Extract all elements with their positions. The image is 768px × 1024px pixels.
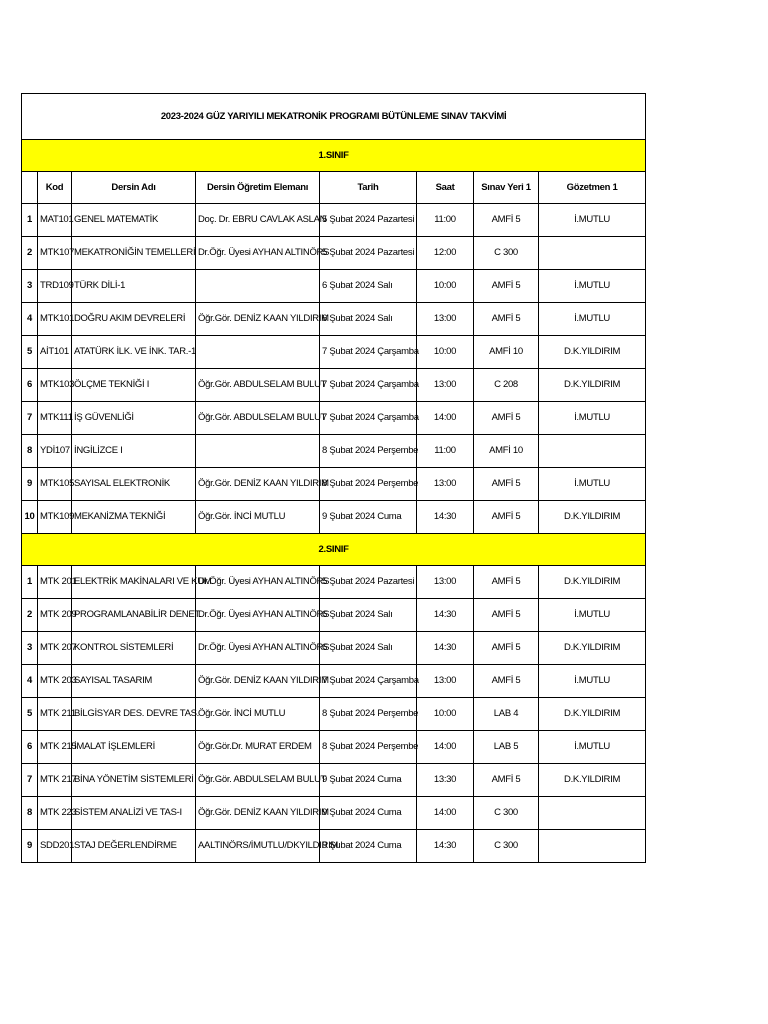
proctor: D.K.YILDIRIM	[539, 764, 646, 797]
instructor	[196, 435, 320, 468]
course-name: ÖLÇME TEKNİĞİ I	[72, 369, 196, 402]
table-row	[22, 435, 646, 468]
exam-date: 7 Şubat 2024 Çarşamba	[320, 402, 417, 435]
table-row	[22, 336, 646, 369]
proctor: İ.MUTLU	[539, 599, 646, 632]
exam-room: AMFİ 5	[474, 566, 539, 599]
course-name: SİSTEM ANALİZİ VE TAS-I	[72, 797, 196, 830]
course-code: MTK105	[38, 468, 72, 501]
table-row	[22, 665, 646, 698]
exam-date: 9 Şubat 2024 Cuma	[320, 764, 417, 797]
course-name: SAYISAL ELEKTRONİK	[72, 468, 196, 501]
exam-date: 5 Şubat 2024 Pazartesi	[320, 566, 417, 599]
row-number: 4	[22, 665, 38, 698]
instructor: Öğr.Gör. ABDULSELAM BULUT	[196, 764, 320, 797]
row-number: 3	[22, 632, 38, 665]
row-number: 4	[22, 303, 38, 336]
course-code: MTK 209	[38, 599, 72, 632]
row-number: 2	[22, 599, 38, 632]
exam-time: 13:00	[417, 468, 474, 501]
column-header: Saat	[417, 172, 474, 204]
course-code: MTK 223	[38, 797, 72, 830]
section-label: 2.SINIF	[22, 534, 646, 566]
exam-date: 5 Şubat 2024 Pazartesi	[320, 204, 417, 237]
proctor	[539, 435, 646, 468]
proctor: D.K.YILDIRIM	[539, 698, 646, 731]
exam-time: 14:00	[417, 402, 474, 435]
course-code: MTK 201	[38, 566, 72, 599]
exam-time: 10:00	[417, 336, 474, 369]
exam-time: 13:00	[417, 665, 474, 698]
proctor: D.K.YILDIRIM	[539, 369, 646, 402]
instructor: Öğr.Gör.Dr. MURAT ERDEM	[196, 731, 320, 764]
section-row	[22, 140, 646, 172]
course-code: MTK103	[38, 369, 72, 402]
exam-time: 14:30	[417, 830, 474, 863]
instructor: Öğr.Gör. DENİZ KAAN YILDIRIM	[196, 665, 320, 698]
exam-time: 14:30	[417, 632, 474, 665]
row-number: 10	[22, 501, 38, 534]
proctor: İ.MUTLU	[539, 468, 646, 501]
exam-room: AMFİ 5	[474, 599, 539, 632]
proctor: İ.MUTLU	[539, 731, 646, 764]
instructor: Dr.Öğr. Üyesi AYHAN ALTINÖRS	[196, 599, 320, 632]
course-code: AİT101	[38, 336, 72, 369]
course-name: GENEL MATEMATİK	[72, 204, 196, 237]
exam-date: 7 Şubat 2024 Çarşamba	[320, 665, 417, 698]
course-code: MTK 203	[38, 665, 72, 698]
proctor	[539, 797, 646, 830]
instructor: Öğr.Gör. DENİZ KAAN YILDIRIM	[196, 468, 320, 501]
course-name: ELEKTRİK MAKİNALARI VE KUM.	[72, 566, 196, 599]
instructor: AALTINÖRS/İMUTLU/DKYILDIRIM	[196, 830, 320, 863]
table-row	[22, 501, 646, 534]
course-name: PROGRAMLANABİLİR DENET.	[72, 599, 196, 632]
proctor: D.K.YILDIRIM	[539, 501, 646, 534]
row-number: 1	[22, 566, 38, 599]
course-name: TÜRK DİLİ-1	[72, 270, 196, 303]
course-name: SAYISAL TASARIM	[72, 665, 196, 698]
exam-room: AMFİ 5	[474, 764, 539, 797]
table-row	[22, 698, 646, 731]
exam-room: AMFİ 10	[474, 336, 539, 369]
course-code: MTK111	[38, 402, 72, 435]
table-row	[22, 402, 646, 435]
course-name: İNGİLİZCE I	[72, 435, 196, 468]
exam-time: 14:00	[417, 731, 474, 764]
exam-time: 13:00	[417, 369, 474, 402]
instructor: Öğr.Gör. ABDULSELAM BULUT	[196, 402, 320, 435]
exam-time: 13:00	[417, 303, 474, 336]
course-code: MTK 217	[38, 764, 72, 797]
exam-date: 7 Şubat 2024 Çarşamba	[320, 336, 417, 369]
table-row	[22, 764, 646, 797]
row-number: 8	[22, 797, 38, 830]
table-row	[22, 830, 646, 863]
course-code: MTK 211	[38, 698, 72, 731]
course-code: MTK101	[38, 303, 72, 336]
section-label: 1.SINIF	[22, 140, 646, 172]
instructor: Öğr.Gör. ABDULSELAM BULUT	[196, 369, 320, 402]
exam-time: 11:00	[417, 204, 474, 237]
exam-time: 10:00	[417, 698, 474, 731]
table-row	[22, 797, 646, 830]
instructor: Dr.Öğr. Üyesi AYHAN ALTINÖRS	[196, 632, 320, 665]
section-row	[22, 534, 646, 566]
row-number: 5	[22, 698, 38, 731]
exam-time: 14:30	[417, 501, 474, 534]
exam-room: AMFİ 5	[474, 665, 539, 698]
table-row	[22, 599, 646, 632]
instructor: Öğr.Gör. DENİZ KAAN YILDIRIM	[196, 303, 320, 336]
exam-time: 10:00	[417, 270, 474, 303]
proctor: İ.MUTLU	[539, 665, 646, 698]
exam-time: 14:30	[417, 599, 474, 632]
course-name: MEKANİZMA TEKNİĞİ	[72, 501, 196, 534]
course-code: MTK107	[38, 237, 72, 270]
exam-room: AMFİ 5	[474, 303, 539, 336]
exam-room: LAB 4	[474, 698, 539, 731]
proctor: D.K.YILDIRIM	[539, 566, 646, 599]
exam-time: 13:00	[417, 566, 474, 599]
exam-time: 14:00	[417, 797, 474, 830]
instructor: Öğr.Gör. İNCİ MUTLU	[196, 698, 320, 731]
exam-room: AMFİ 5	[474, 468, 539, 501]
exam-time: 11:00	[417, 435, 474, 468]
exam-date: 8 Şubat 2024 Perşembe	[320, 731, 417, 764]
instructor: Dr.Öğr. Üyesi AYHAN ALTINÖRS	[196, 237, 320, 270]
row-number: 6	[22, 731, 38, 764]
course-code: MTK 207	[38, 632, 72, 665]
course-name: STAJ DEĞERLENDİRME	[72, 830, 196, 863]
table-row	[22, 270, 646, 303]
proctor	[539, 830, 646, 863]
instructor: Öğr.Gör. DENİZ KAAN YILDIRIM	[196, 797, 320, 830]
row-number: 1	[22, 204, 38, 237]
exam-room: AMFİ 5	[474, 632, 539, 665]
schedule-title: 2023-2024 GÜZ YARIYILI MEKATRONİK PROGRAMI BÜTÜNLEME SINAV TAKVİMİ	[22, 94, 646, 140]
course-name: İMALAT İŞLEMLERİ	[72, 731, 196, 764]
proctor: İ.MUTLU	[539, 303, 646, 336]
exam-room: C 300	[474, 830, 539, 863]
table-row	[22, 566, 646, 599]
instructor	[196, 270, 320, 303]
exam-date: 6 Şubat 2024 Salı	[320, 270, 417, 303]
course-code: MAT101	[38, 204, 72, 237]
exam-date: 6 Şubat 2024 Salı	[320, 303, 417, 336]
exam-date: 6 Şubat 2024 Salı	[320, 599, 417, 632]
exam-date: 9 Şubat 2024 Cuma	[320, 501, 417, 534]
column-header: Kod	[38, 172, 72, 204]
course-code: SDD201	[38, 830, 72, 863]
proctor: D.K.YILDIRIM	[539, 336, 646, 369]
proctor	[539, 237, 646, 270]
table-row	[22, 632, 646, 665]
column-header: Sınav Yeri 1	[474, 172, 539, 204]
proctor: D.K.YILDIRIM	[539, 632, 646, 665]
exam-room: AMFİ 5	[474, 204, 539, 237]
instructor: Dr.Öğr. Üyesi AYHAN ALTINÖRS	[196, 566, 320, 599]
proctor: İ.MUTLU	[539, 270, 646, 303]
column-header: Gözetmen 1	[539, 172, 646, 204]
table-row	[22, 204, 646, 237]
exam-schedule-table	[21, 93, 646, 863]
row-number: 7	[22, 764, 38, 797]
exam-date: 7 Şubat 2024 Çarşamba	[320, 369, 417, 402]
exam-room: AMFİ 10	[474, 435, 539, 468]
exam-time: 12:00	[417, 237, 474, 270]
exam-room: C 300	[474, 797, 539, 830]
row-number: 2	[22, 237, 38, 270]
column-header-row	[22, 172, 646, 204]
column-header: Dersin Öğretim Elemanı	[196, 172, 320, 204]
exam-date: 9 Şubat 2024 Cuma	[320, 830, 417, 863]
title-row	[22, 94, 646, 140]
exam-room: C 208	[474, 369, 539, 402]
header-blank	[22, 172, 38, 204]
course-code: YDİ107	[38, 435, 72, 468]
course-name: ATATÜRK İLK. VE İNK. TAR.-1	[72, 336, 196, 369]
row-number: 9	[22, 468, 38, 501]
exam-date: 9 Şubat 2024 Cuma	[320, 797, 417, 830]
table-row	[22, 369, 646, 402]
column-header: Dersin Adı	[72, 172, 196, 204]
exam-room: AMFİ 5	[474, 501, 539, 534]
row-number: 5	[22, 336, 38, 369]
exam-room: AMFİ 5	[474, 402, 539, 435]
exam-room: C 300	[474, 237, 539, 270]
exam-date: 8 Şubat 2024 Perşembe	[320, 698, 417, 731]
exam-room: LAB 5	[474, 731, 539, 764]
table-row	[22, 303, 646, 336]
row-number: 9	[22, 830, 38, 863]
exam-date: 8 Şubat 2024 Perşembe	[320, 468, 417, 501]
table-row	[22, 237, 646, 270]
row-number: 3	[22, 270, 38, 303]
course-name: İŞ GÜVENLİĞİ	[72, 402, 196, 435]
proctor: İ.MUTLU	[539, 204, 646, 237]
proctor: İ.MUTLU	[539, 402, 646, 435]
instructor: Öğr.Gör. İNCİ MUTLU	[196, 501, 320, 534]
column-header: Tarih	[320, 172, 417, 204]
course-name: KONTROL SİSTEMLERİ	[72, 632, 196, 665]
row-number: 6	[22, 369, 38, 402]
row-number: 8	[22, 435, 38, 468]
course-name: BİLGİSYAR DES. DEVRE TAS.	[72, 698, 196, 731]
table-row	[22, 468, 646, 501]
exam-room: AMFİ 5	[474, 270, 539, 303]
course-code: MTK 215	[38, 731, 72, 764]
instructor	[196, 336, 320, 369]
row-number: 7	[22, 402, 38, 435]
course-name: BİNA YÖNETİM SİSTEMLERİ	[72, 764, 196, 797]
exam-date: 5 Şubat 2024 Pazartesi	[320, 237, 417, 270]
exam-date: 8 Şubat 2024 Perşembe	[320, 435, 417, 468]
course-name: MEKATRONİĞİN TEMELLERİ	[72, 237, 196, 270]
table-row	[22, 731, 646, 764]
course-code: MTK109	[38, 501, 72, 534]
instructor: Doç. Dr. EBRU CAVLAK ASLAN	[196, 204, 320, 237]
exam-date: 6 Şubat 2024 Salı	[320, 632, 417, 665]
exam-time: 13:30	[417, 764, 474, 797]
course-code: TRD109	[38, 270, 72, 303]
course-name: DOĞRU AKIM DEVRELERİ	[72, 303, 196, 336]
